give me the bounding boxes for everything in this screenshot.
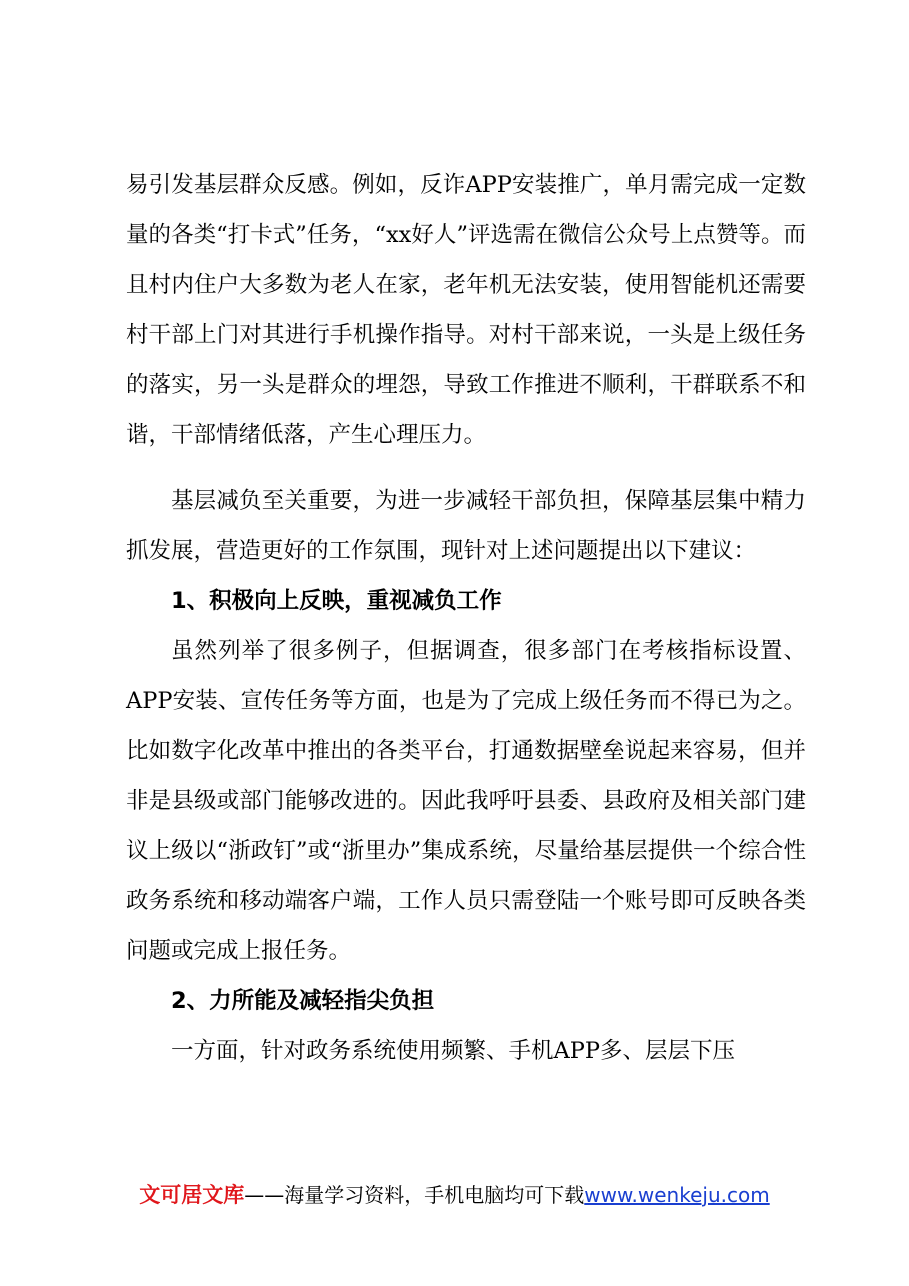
- footer-link[interactable]: www.wenkeju.com: [584, 1183, 770, 1207]
- footer-tagline: ——海量学习资料，手机电脑均可下载: [244, 1183, 585, 1207]
- footer-brand: 文可居文库: [139, 1183, 245, 1207]
- paragraph-2: 基层减负至关重要，为进一步减轻干部负担，保障基层集中精力抓发展，营造更好的工作氛围，现针对上述问题提出以下建议：: [126, 488, 806, 564]
- footer-banner: [0, 1180, 909, 1210]
- paragraph-3: 虽然列举了很多例子，但据调查，很多部门在考核指标设置、APP安装、宣传任务等方面，也是为了完成上级任务而不得已为之。比如数字化改革中推出的各类平台，打通数据壁垒说起来容易，但并非是县级或部门能够改进的。因此我呼吁县委、县政府及相关部门建议上级以“浙政钉”或“浙里办”集成系统，尽量给基层提供一个综合性政务系统和移动端客户端，工作人员只需登陆一个账号即可反映各类问题或完成上报任务。: [126, 638, 806, 964]
- paragraph-1: 易引发基层群众反感。例如，反诈APP安装推广，单月需完成一定数量的各类“打卡式”任务，“xx好人”评选需在微信公众号上点赞等。而且村内住户大多数为老人在家，老年机无法安装，使用智能机还需要村干部上门对其进行手机操作指导。对村干部来说，一头是上级任务的落实，另一头是群众的埋怨，导致工作推进不顺利，干群联系不和谐，干部情绪低落，产生心理压力。: [126, 172, 806, 448]
- document-body: [126, 160, 806, 1076]
- section-heading-1: 1、积极向上反映，重视减负工作: [171, 588, 502, 614]
- paragraph-4: 一方面，针对政务系统使用频繁、手机APP多、层层下压: [171, 1038, 736, 1064]
- section-heading-2: 2、力所能及减轻指尖负担: [171, 988, 435, 1014]
